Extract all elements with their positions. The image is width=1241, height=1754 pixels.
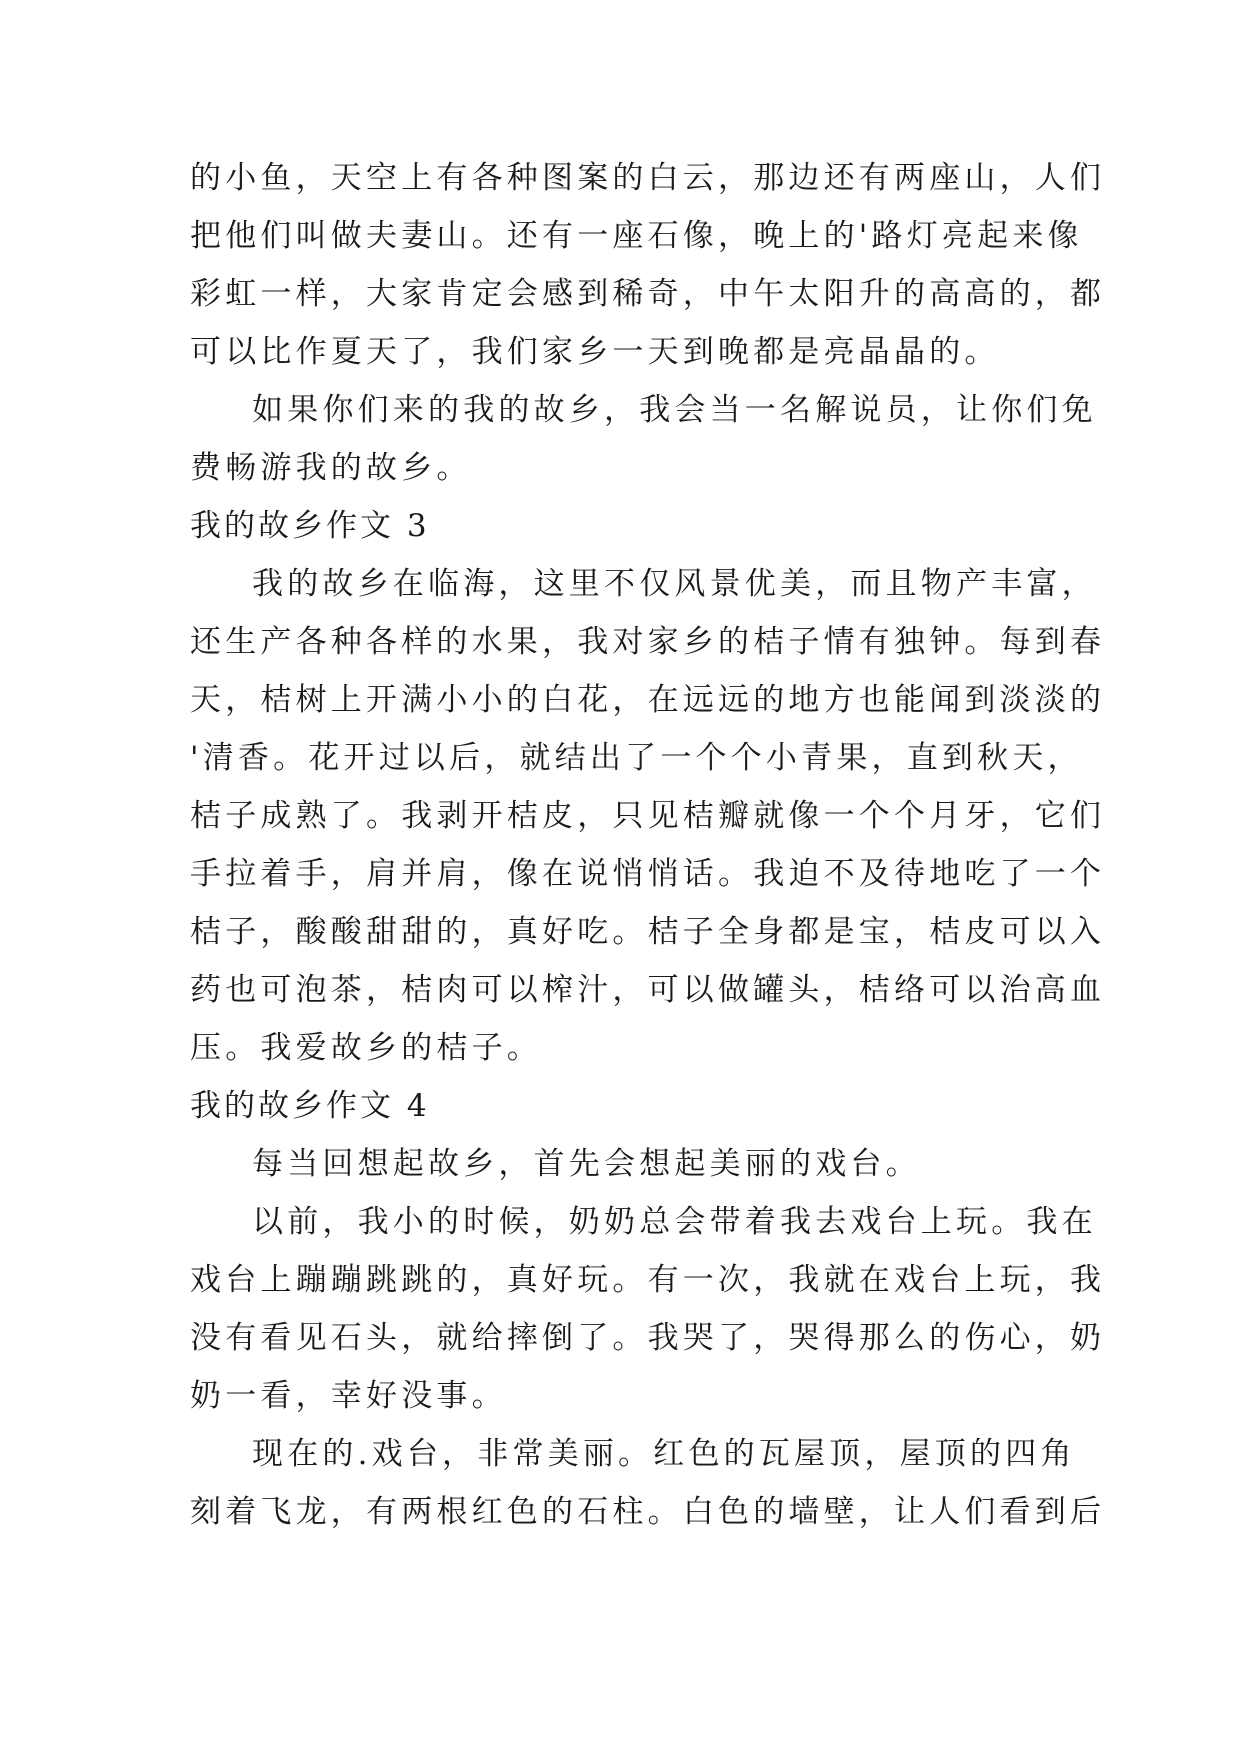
- paragraph-line: 可以比作夏天了，我们家乡一天到晚都是亮晶晶的。: [190, 334, 1000, 370]
- paragraph-line: 刻着飞龙，有两根红色的石柱。白色的墙壁，让人们看到后: [190, 1494, 1106, 1530]
- paragraph-line: '清香。花开过以后，就结出了一个个小青果，直到秋天，: [190, 740, 1083, 776]
- paragraph-line: 我的故乡在临海，这里不仅风景优美，而且物产丰富，: [252, 566, 1097, 602]
- paragraph-line: 戏台上蹦蹦跳跳的，真好玩。有一次，我就在戏台上玩，我: [190, 1262, 1106, 1298]
- paragraph-line: 的小鱼，天空上有各种图案的白云，那边还有两座山，人们: [190, 160, 1106, 196]
- paragraph-line: 没有看见石头，就给摔倒了。我哭了，哭得那么的伤心，奶: [190, 1320, 1106, 1356]
- paragraph-line: 如果你们来的我的故乡，我会当一名解说员，让你们免: [252, 392, 1097, 428]
- paragraph-line: 费畅游我的故乡。: [190, 450, 472, 486]
- paragraph-line: 每当回想起故乡，首先会想起美丽的戏台。: [252, 1146, 921, 1182]
- paragraph-line: 以前，我小的时候，奶奶总会带着我去戏台上玩。我在: [252, 1204, 1097, 1240]
- paragraph-line: 药也可泡茶，桔肉可以榨汁，可以做罐头，桔络可以治高血: [190, 972, 1106, 1008]
- section-heading: 我的故乡作文 4: [190, 1088, 430, 1124]
- paragraph-line: 手拉着手，肩并肩，像在说悄悄话。我迫不及待地吃了一个: [190, 856, 1106, 892]
- paragraph-line: 现在的.戏台，非常美丽。红色的瓦屋顶，屋顶的四角: [252, 1436, 1076, 1472]
- paragraph-line: 彩虹一样，大家肯定会感到稀奇，中午太阳升的高高的，都: [190, 276, 1106, 312]
- paragraph-line: 压。我爱故乡的桔子。: [190, 1030, 542, 1066]
- paragraph-line: 还生产各种各样的水果，我对家乡的桔子情有独钟。每到春: [190, 624, 1106, 660]
- paragraph-line: 把他们叫做夫妻山。还有一座石像，晚上的'路灯亮起来像: [190, 218, 1083, 254]
- paragraph-line: 天，桔树上开满小小的白花，在远远的地方也能闻到淡淡的: [190, 682, 1106, 718]
- paragraph-line: 桔子，酸酸甜甜的，真好吃。桔子全身都是宝，桔皮可以入: [190, 914, 1106, 950]
- paragraph-line: 桔子成熟了。我剥开桔皮，只见桔瓣就像一个个月牙，它们: [190, 798, 1106, 834]
- paragraph-line: 奶一看，幸好没事。: [190, 1378, 507, 1414]
- section-heading: 我的故乡作文 3: [190, 508, 430, 544]
